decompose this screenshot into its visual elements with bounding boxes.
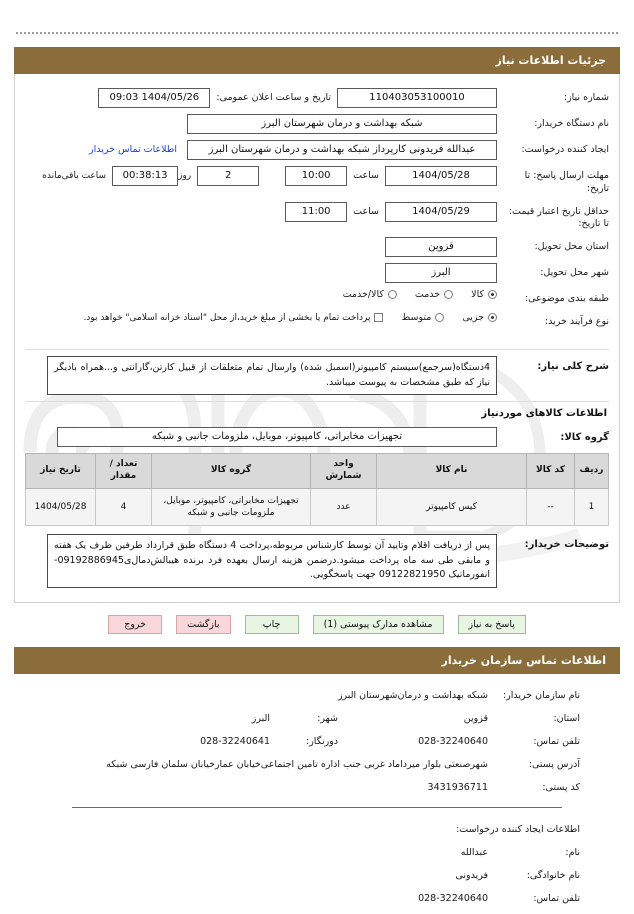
creator-last-name-value: فریدونی <box>455 870 488 882</box>
buyer-notes-row <box>25 534 609 588</box>
page-root <box>0 32 634 904</box>
remaining-days-value: 2 <box>197 166 259 186</box>
contact-city-label: شهر: <box>317 713 338 725</box>
creator-first-name-value: عبدالله <box>460 847 488 859</box>
table-header-row <box>26 454 609 488</box>
description-value: 4دستگاه(سرجمع)سیستم کامپیوتر(اسمبل شده) وارسال تمام متعلقات از قبیل کارتن،گارانتی و...همراه بادیگر نیاز که طبق مشخصات به پیوست میباشد. <box>47 356 497 395</box>
contact-address-row <box>24 759 580 770</box>
creator-label: ایجاد کننده درخواست: <box>521 144 609 155</box>
validity-hour-label: ساعت <box>353 205 379 217</box>
validity-row <box>25 202 609 232</box>
back-button[interactable]: بازگشت <box>176 615 230 634</box>
page-title: جزئیات اطلاعات نیاز <box>14 47 620 74</box>
action-buttons <box>14 615 620 634</box>
col-need-date: تاریخ نیاز <box>26 454 96 488</box>
buyer-notes-value: پس از دریافت اقلام وتایید آن توسط کارشناس مربوطه،پرداخت 4 دستگاه طبق قرارداد طرفین ظرف یک هفته و مابقی طی سه ماه پرداخت میشود.درضمن هزینه ارسال بعهده فرد برنده هیبا‌لش‌د‌مال‌ی09192886945- انفورماتیک 09122821950 جهت پاسخگویی. <box>47 534 497 588</box>
contact-address-value: شهرصنعتی بلوار میرداماد غربی جنب اداره تامین اجتماعی‌خیابان عمار‌خیابان سلمان فارسی شبکه <box>106 759 488 771</box>
need-number-label: شماره نیاز: <box>563 92 609 103</box>
buyer-org-row <box>25 114 609 134</box>
contact-fax-label: دورنگار: <box>306 736 338 748</box>
process-option-jozi[interactable] <box>462 312 497 323</box>
contact-fax-value: 028-32240641 <box>200 736 270 748</box>
need-number-row <box>25 88 609 108</box>
creator-phone-label: تلفن تماس: <box>533 893 580 905</box>
contact-org-row <box>24 690 580 701</box>
radio-icon <box>444 290 453 299</box>
contact-org-value: شبکه بهداشت و درمان‌شهرستان البرز <box>337 690 488 702</box>
deadline-date-value: 1404/05/28 <box>385 166 497 186</box>
process-option-label: جزیی <box>462 312 484 324</box>
contact-phone-value: 028-32240640 <box>418 736 488 748</box>
radio-icon <box>488 313 497 322</box>
deadline-row <box>25 166 609 196</box>
province-label: استان محل تحویل: <box>534 241 609 253</box>
cell-index: 1 <box>575 488 609 525</box>
deadline-hour-label: ساعت <box>353 170 379 181</box>
validity-label: حداقل تاریخ اعتبار قیمت: تا تاریخ: <box>508 205 609 230</box>
treasury-bond-checkbox[interactable] <box>83 313 383 323</box>
need-details-panel <box>14 74 620 603</box>
contact-phone-row <box>24 736 580 747</box>
radio-icon <box>488 290 497 299</box>
deadline-label: مهلت ارسال پاسخ: تا تاریخ: <box>524 170 609 194</box>
col-unit: واحد شمارش <box>311 454 377 488</box>
section-divider-2 <box>25 401 609 402</box>
contact-province-row <box>24 713 580 724</box>
creator-first-name-row <box>24 847 580 858</box>
cell-need-date: 1404/05/28 <box>26 488 96 525</box>
print-button[interactable]: چاپ <box>245 615 299 634</box>
province-row <box>25 237 609 257</box>
contact-phone-label: تلفن تماس: <box>533 736 580 748</box>
goods-group-label: گروه کالا: <box>560 432 609 444</box>
creator-phone-value: 028-32240640 <box>418 893 488 905</box>
contact-province-label: استان: <box>553 713 580 725</box>
col-quantity: تعداد / مقدار <box>96 454 152 488</box>
countdown-value: 00:38:13 <box>112 166 178 186</box>
creator-value: عبدالله فریدونی کارپرداز شبکه بهداشت و درمان شهرستان البرز <box>187 140 497 160</box>
col-index: ردیف <box>575 454 609 488</box>
countdown-unit: ساعت باقی‌مانده <box>42 171 107 181</box>
checkbox-icon <box>374 313 383 322</box>
goods-table <box>25 453 609 526</box>
contact-postal-value: 3431936711 <box>427 782 488 794</box>
classification-option-label: کالا <box>471 289 484 301</box>
city-label: شهر محل تحویل: <box>540 267 609 279</box>
buyer-contact-link[interactable]: اطلاعات تماس خریدار <box>88 144 177 155</box>
contact-section-title: اطلاعات تماس سازمان خریدار <box>14 647 620 674</box>
process-row <box>25 312 609 329</box>
creator-last-name-row <box>24 870 580 881</box>
city-value: البرز <box>385 263 497 283</box>
need-number-value: 110403053100010 <box>337 88 497 108</box>
buyer-org-label: نام دستگاه خریدار: <box>534 118 609 129</box>
contact-city-value: البرز <box>251 713 270 725</box>
goods-group-value: تجهیزات مخابراتی، کامپیوتر، موبایل، ملزومات جانبی و شبکه <box>57 427 497 447</box>
creator-row <box>25 140 609 160</box>
process-label: نوع فرآیند خرید: <box>544 316 609 328</box>
need-fields-section <box>25 84 609 343</box>
table-row <box>26 488 609 525</box>
classification-option-khedmat[interactable] <box>415 289 453 300</box>
top-divider <box>16 32 618 34</box>
validity-date-value: 1404/05/29 <box>385 202 497 222</box>
contact-org-label: نام سازمان خریدار: <box>502 690 580 702</box>
cell-name: کیس کامپیوتر <box>377 488 527 525</box>
col-name: نام کالا <box>377 454 527 488</box>
contact-postal-label: کد پستی: <box>542 782 580 794</box>
classification-label: طبقه بندی موضوعی: <box>524 293 609 305</box>
cell-group: تجهیزات مخابراتی، کامپیوتر، موبایل، ملزومات جانبی و شبکه <box>152 488 311 525</box>
section-divider-1 <box>25 349 609 350</box>
classification-option-kala[interactable] <box>471 289 497 300</box>
classification-row <box>25 289 609 306</box>
contact-postal-row <box>24 782 580 793</box>
announce-value: 1404/05/26 09:03 <box>98 88 210 108</box>
description-row <box>25 356 609 395</box>
radio-icon <box>435 313 444 322</box>
announce-label: تاریخ و ساعت اعلان عمومی: <box>216 92 331 103</box>
cell-unit: عدد <box>311 488 377 525</box>
cell-code: -- <box>527 488 575 525</box>
process-option-label: متوسط <box>401 312 432 324</box>
goods-section-title: اطلاعات کالاهای موردنیاز <box>481 408 607 420</box>
classification-option-kala-khedmat[interactable] <box>343 289 397 300</box>
classification-options <box>325 289 497 300</box>
city-row <box>25 263 609 283</box>
province-value: قزوین <box>385 237 497 257</box>
goods-group-row <box>25 427 609 447</box>
creator-phone-row <box>24 893 580 904</box>
cell-quantity: 4 <box>96 488 152 525</box>
col-code: کد کالا <box>527 454 575 488</box>
description-label: شرح کلی نیاز: <box>537 360 609 372</box>
exit-button[interactable]: خروج <box>108 615 162 634</box>
process-option-motevaset[interactable] <box>401 312 444 323</box>
creator-first-name-label: نام: <box>565 847 580 859</box>
respond-button[interactable]: پاسخ به نیاز <box>458 615 526 634</box>
treasury-bond-label: پرداخت تمام یا بخشی از مبلغ خرید،از محل "اسناد خزانه اسلامی" خواهد بود. <box>83 312 371 323</box>
buyer-notes-label: توضیحات خریدار: <box>524 538 609 550</box>
remaining-days-unit: روز <box>178 171 192 181</box>
creator-info-section <box>14 847 620 904</box>
validity-hour-value: 11:00 <box>285 202 347 222</box>
buyer-org-value: شبکه بهداشت و درمان شهرستان البرز <box>187 114 497 134</box>
process-options <box>65 312 497 323</box>
classification-option-label: کالا/خدمت <box>342 289 384 301</box>
creator-last-name-label: نام خانوادگی: <box>526 870 580 882</box>
contact-address-label: آدرس پستی: <box>528 759 580 771</box>
deadline-hour-value: 10:00 <box>285 166 347 186</box>
creator-section-title: اطلاعات ایجاد کننده درخواست: <box>456 824 580 836</box>
classification-option-label: خدمت <box>414 289 441 301</box>
col-group: گروه کالا <box>152 454 311 488</box>
view-attachments-button[interactable]: مشاهده مدارک پیوستی (1) <box>313 615 444 634</box>
contact-info-section <box>14 674 620 793</box>
radio-icon <box>388 290 397 299</box>
contact-province-value: قزوین <box>463 713 488 725</box>
